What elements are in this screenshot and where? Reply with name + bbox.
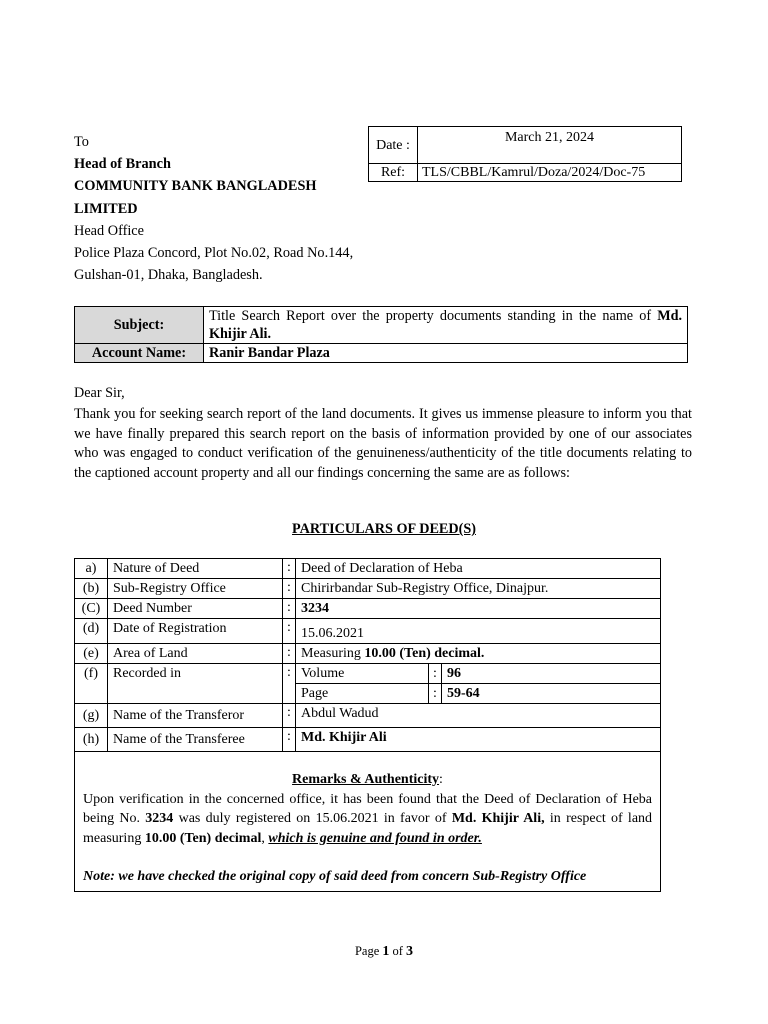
address-line2: Gulshan-01, Dhaka, Bangladesh. [74,267,263,284]
account-row [75,344,688,363]
row-label: Deed Number [108,599,283,619]
office-line: Head Office [74,222,144,239]
row-label: Sub-Registry Office [108,579,283,599]
remarks-row [75,752,661,892]
table-row [75,559,661,579]
recipient-head: Head of Branch [74,156,171,173]
subject-value [204,307,688,344]
subject-label: Subject: [75,307,204,344]
page-total: 3 [406,944,414,959]
remarks-text-2: was duly registered on 15.06.2021 in favor of [178,811,447,826]
row-label: Name of the Transferee [108,728,283,752]
row-colon: : [283,644,296,664]
remarks-text-1: Upon verification in the concerned office, it has been found that the Deed of Declaration of Heba being No. [83,791,652,826]
date-value: March 21, 2024 [418,127,682,164]
bank-name-line1: COMMUNITY BANK BANGLADESH [74,178,317,195]
page-label: Page [296,684,429,704]
page-colon: : [429,684,442,704]
row-value [296,644,661,664]
table-row [75,664,661,684]
remarks-title-colon: : [439,772,443,787]
recipient-address [74,131,353,286]
greeting: Dear Sir, [74,385,125,401]
subject-text: Title Search Report over the property documents standing in the name of [209,308,652,324]
to-line: To [74,134,89,150]
deed-heading: PARTICULARS OF DEED(S) [292,521,476,537]
row-value: 3234 [296,599,661,619]
page-footer [0,944,768,960]
date-label: Date : [369,127,418,164]
account-label: Account Name: [75,344,204,363]
table-row [75,619,661,644]
row-colon: : [283,559,296,579]
row-index: (h) [75,728,108,752]
page-value: 59-64 [442,684,661,704]
row-index: (g) [75,704,108,728]
remarks-name: Md. Khijir Ali, [451,811,545,826]
subject-box [74,306,688,363]
row-label: Name of the Transferor [108,704,283,728]
remarks-verdict: which is genuine and found in order. [268,830,482,846]
row-colon: : [283,664,296,704]
volume-colon: : [429,664,442,684]
date-row [369,127,682,164]
row-index: a) [75,559,108,579]
row-label: Recorded in [108,664,283,704]
row-colon: : [283,619,296,644]
table-row [75,579,661,599]
area-prefix: Measuring [301,646,361,661]
account-value: Ranir Bandar Plaza [204,344,688,363]
row-index: (e) [75,644,108,664]
row-colon: : [283,728,296,752]
subject-row [75,307,688,344]
date-ref-box [368,126,682,182]
volume-label: Volume [296,664,429,684]
remarks-deed-number: 3234 [145,811,174,826]
row-colon: : [283,579,296,599]
table-row [75,599,661,619]
row-value: 15.06.2021 [296,619,661,644]
area-value: 10.00 (Ten) decimal. [364,646,485,661]
volume-value: 96 [442,664,661,684]
ref-label: Ref: [369,164,418,182]
ref-value: TLS/CBBL/Kamrul/Doza/2024/Doc-75 [418,164,682,182]
row-label: Area of Land [108,644,283,664]
remarks-text-3: in respect of land measuring [83,811,653,846]
remarks-area: 10.00 (Ten) decimal [144,830,262,846]
page-word: Page [354,944,380,958]
table-row [75,704,661,728]
remarks-paragraph [83,790,652,849]
of-word: of [392,944,403,958]
row-value: Abdul Wadud [296,704,661,728]
row-index: (b) [75,579,108,599]
row-index: (d) [75,619,108,644]
row-label: Nature of Deed [108,559,283,579]
page-current: 1 [382,944,390,959]
row-index: (C) [75,599,108,619]
row-colon: : [283,599,296,619]
bank-name-line2: LIMITED [74,200,138,217]
remarks-title [83,770,652,790]
remarks-text-4: , [261,830,265,846]
deed-table [74,558,661,892]
row-index: (f) [75,664,108,704]
row-label: Date of Registration [108,619,283,644]
row-value: Deed of Declaration of Heba [296,559,661,579]
table-row [75,644,661,664]
row-value: Md. Khijir Ali [296,728,661,752]
letter-body: Thank you for seeking search report of the land documents. It gives us immense pleasure to inform you that we have finally prepared this search report on the basis of information provided by one of our associates who was engaged to conduct verification of the genuineness/authenticity of the title documents relating to the captioned account property and all our findings concerning the same are as follows: [74,406,692,481]
remarks-cell [75,752,661,892]
ref-row [369,164,682,182]
row-colon: : [283,704,296,728]
remarks-note: Note: we have checked the original copy of said deed from concern Sub-Registry Office [83,869,587,884]
address-line1: Police Plaza Concord, Plot No.02, Road No.144, [74,245,354,262]
table-row [75,728,661,752]
subject-name: Md. Khijir Ali. [209,308,683,342]
remarks-title-text: Remarks & Authenticity [292,772,440,787]
row-value: Chirirbandar Sub-Registry Office, Dinajpur. [296,579,661,599]
